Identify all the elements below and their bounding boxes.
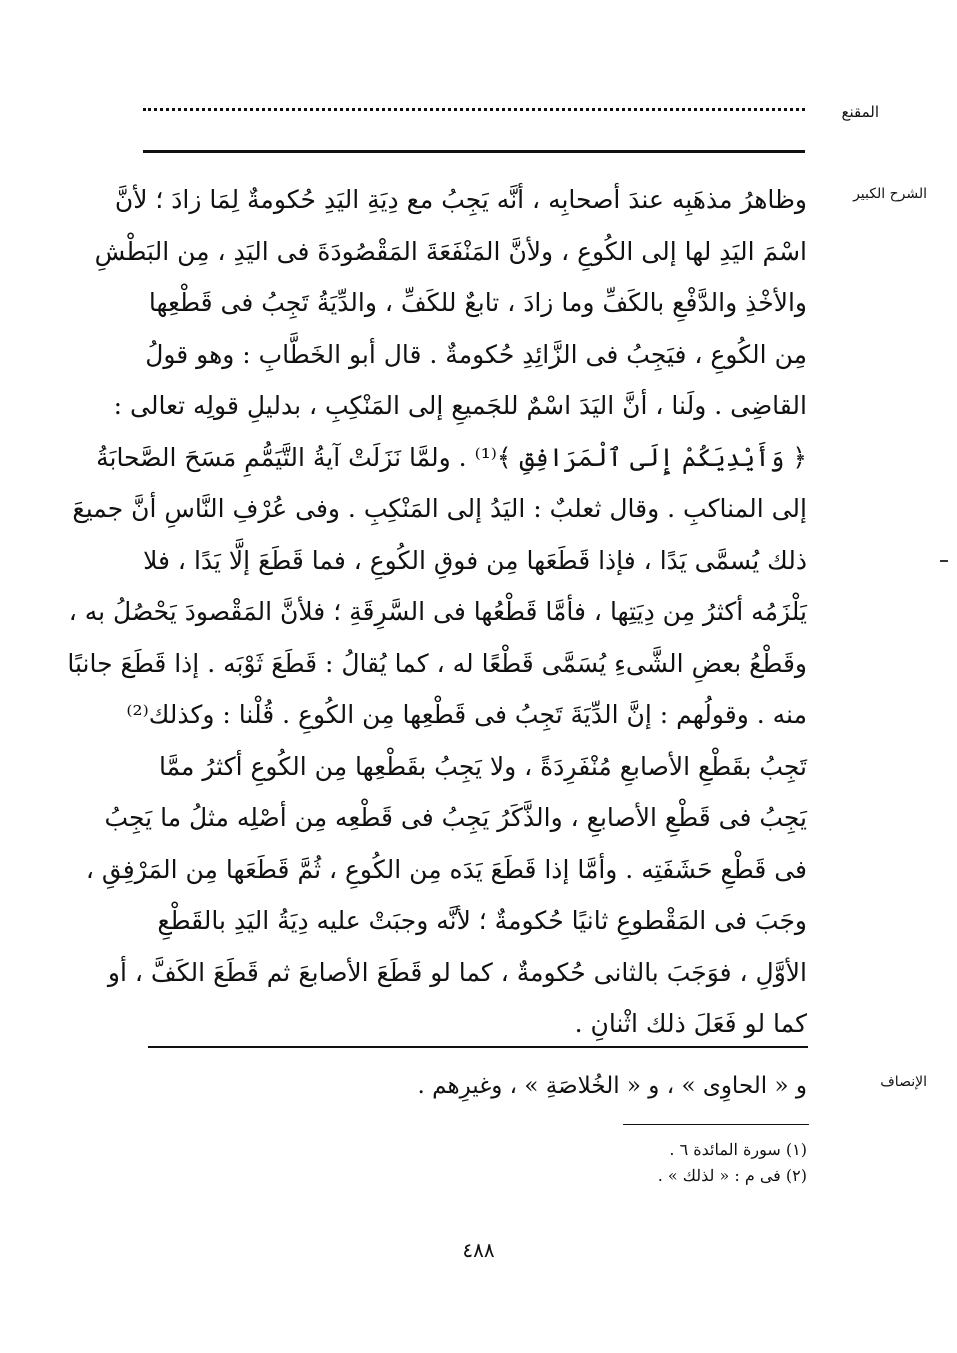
text-line: وقَطْعُ بعضِ الشَّىءِ يُسَمَّى قَطْعًا له ، كما يُقالُ : قَطَعَ ثَوْبَه . إذا قَطَعَ جانبًا xyxy=(67,648,807,678)
insaf-text: و « الحاوِى » ، و « الخُلاصَةِ » ، وغيرِهم . xyxy=(417,1073,807,1099)
running-header-title: المقنع xyxy=(841,103,879,121)
text-line: يَجِبُ فى قَطْعِ الأصابعِ ، والذَّكَرُ يَجِبُ فى قَطْعِه مِن أصْلِه مثلُ ما يَجِبُ xyxy=(104,803,807,832)
text-line: مِن الكُوعِ ، فيَجِبُ فى الزَّائِدِ حُكومةٌ . قال أبو الخَطَّابِ : وهو قولُ xyxy=(145,339,807,369)
text-line: والأخْذِ والدَّفْعِ بالكَفِّ وما زادَ ، تابعٌ للكَفِّ ، والدِّيَةُ تَجِبُ فى قَطْعِها xyxy=(148,288,807,317)
text-line: ﴿ وَأَيْدِيَكُمْ إِلَى ٱلْمَرَافِقِ ﴾⁽¹⁾ . ولمَّا نَزَلَتْ آيةُ التَّيَمُّمِ مَسَحَ الصَّحابَةُ xyxy=(96,442,807,472)
footnote-2: (٢) فى م : « لذلك » . xyxy=(657,1166,807,1185)
header-solid-rule xyxy=(143,150,805,153)
text-line: منه . وقولُهم : إنَّ الدِّيَةَ تَجِبُ فى قَطْعِها مِن الكُوعِ . قُلْنا : وكذلك⁽²⁾ xyxy=(126,700,807,729)
text-line: اسْمَ اليَدِ لها إلى الكُوعِ ، ولأنَّ المَنْفَعَةَ المَقْصُودَةَ فى اليَدِ ، مِن البَطْشِ xyxy=(94,236,807,266)
text-line: كما لو فَعَلَ ذلك اثْنانِ . xyxy=(574,1009,807,1038)
text-line: القاضِى . ولَنا ، أنَّ اليَدَ اسْمٌ للجَميعِ إلى المَنْكِبِ ، بدليلِ قولِه تعالى : xyxy=(113,391,807,420)
footnote-divider xyxy=(623,1124,809,1125)
section-divider xyxy=(148,1046,808,1048)
side-label-insaf: الإنصاف xyxy=(880,1074,927,1090)
margin-mark xyxy=(940,560,948,562)
header-dotted-rule xyxy=(143,108,805,111)
footnote-1: (١) سورة المائدة ٦ . xyxy=(669,1140,807,1159)
text-line: تَجِبُ بقَطْعِ الأصابعِ مُنْفَرِدَةً ، ولا يَجِبُ بقَطْعِها مِن الكُوعِ أكثرُ ممَّا xyxy=(158,751,807,781)
text-line: إلى المناكبِ . وقال ثعلبٌ : اليَدُ إلى المَنْكِبِ . وفى عُرْفِ النَّاسِ أنَّ جميعَ xyxy=(72,494,807,523)
text-line: وجَبَ فى المَقْطوعِ ثانيًا حُكومةٌ ؛ لأنَّه وجبَتْ عليه دِيَةُ اليَدِ بالقَطْعِ xyxy=(157,906,807,935)
text-line: ذلك يُسمَّى يَدًا ، فإذا قَطَعَها مِن فوقِ الكُوعِ ، فما قَطَعَ إلَّا يَدًا ، فلا xyxy=(143,545,807,575)
commentary-text xyxy=(67,174,807,1050)
text-line: الأوَّلِ ، فوَجَبَ بالثانى حُكومةٌ ، كما لو قَطَعَ الأصابعَ ثم قَطَعَ الكَفَّ ، أو xyxy=(107,957,807,987)
text-line: وظاهرُ مذهَبِه عندَ أصحابِه ، أنَّه يَجِبُ مع دِيَةِ اليَدِ حُكومةٌ لِمَا زادَ ؛ لأنَّ xyxy=(114,185,807,214)
text-line: يَلْزَمُه أكثرُ مِن دِيَتِها ، فأمَّا قَطْعُها فى السَّرِقَةِ ؛ فلأنَّ المَقْصودَ يَحْصُلُ به ، xyxy=(68,597,807,626)
footnotes xyxy=(658,1137,807,1189)
side-label-sharh: الشرح الكبير xyxy=(853,186,927,202)
text-line: فى قَطْعِ حَشَفَتِه . وأمَّا إذا قَطَعَ يَدَه مِن الكُوعِ ، ثُمَّ قَطَعَها مِن المَرْفِقِ ، xyxy=(85,854,807,884)
page-number: ٤٨٨ xyxy=(462,1238,495,1262)
